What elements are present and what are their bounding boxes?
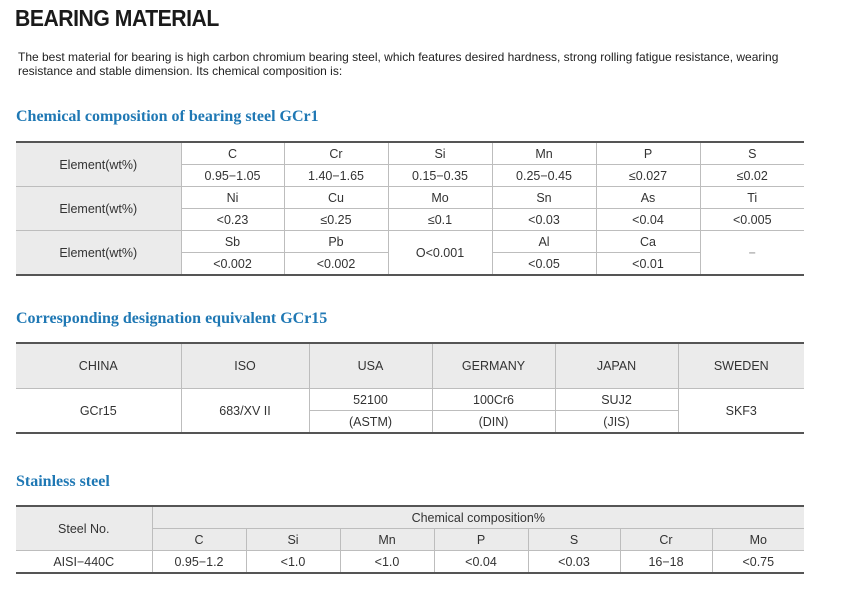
intro-paragraph: The best material for bearing is high carbon chromium bearing steel, which features desired hardness, strong rolling fatigue resistance, wearing resistance and stable dimension. Its chemical composition is: (18, 50, 779, 78)
element-header: As (596, 187, 700, 209)
element-header: Si (388, 142, 492, 165)
element-value: <0.01 (596, 253, 700, 276)
element-value: <0.05 (492, 253, 596, 276)
header-usa: USA (309, 343, 432, 389)
element-header: Ti (700, 187, 804, 209)
element-value: ≤0.1 (388, 209, 492, 231)
element-header: Pb (284, 231, 388, 253)
section-title-stainless-steel: Stainless steel (16, 473, 110, 490)
element-value: 1.40−1.65 (284, 165, 388, 187)
element-value: <1.0 (340, 551, 434, 574)
element-header: Mn (492, 142, 596, 165)
composition-header: Chemical composition% (152, 506, 804, 529)
element-value: 0.95−1.2 (152, 551, 246, 574)
element-value: <0.04 (596, 209, 700, 231)
element-header: C (152, 529, 246, 551)
header-japan: JAPAN (555, 343, 678, 389)
chemical-composition-table (16, 141, 804, 276)
element-value: <0.03 (528, 551, 620, 574)
header-sweden: SWEDEN (678, 343, 804, 389)
element-header: S (528, 529, 620, 551)
stainless-steel-table (16, 505, 804, 574)
section-title-designation: Corresponding designation equivalent GCr15 (16, 310, 328, 327)
element-header: Ni (181, 187, 284, 209)
element-header: P (596, 142, 700, 165)
element-value: 0.15−0.35 (388, 165, 492, 187)
element-header: Sn (492, 187, 596, 209)
element-header: Mo (388, 187, 492, 209)
sweden-value: SKF3 (678, 389, 804, 434)
header-china: CHINA (16, 343, 181, 389)
element-value: <0.002 (284, 253, 388, 276)
element-value: ≤0.027 (596, 165, 700, 187)
header-iso: ISO (181, 343, 309, 389)
steel-no-header: Steel No. (16, 506, 152, 551)
element-value: <1.0 (246, 551, 340, 574)
element-header: Al (492, 231, 596, 253)
oxygen-value: O<0.001 (388, 231, 492, 276)
header-germany: GERMANY (432, 343, 555, 389)
iso-value: 683/XV II (181, 389, 309, 434)
element-header: Mn (340, 529, 434, 551)
germany-value: 100Cr6 (432, 389, 555, 411)
element-header: S (700, 142, 804, 165)
section-title-chemical-composition: Chemical composition of bearing steel GCr1 (16, 108, 319, 125)
table-row (16, 187, 804, 209)
element-value: <0.23 (181, 209, 284, 231)
element-value: 0.25−0.45 (492, 165, 596, 187)
element-header: Cu (284, 187, 388, 209)
table-row (16, 142, 804, 165)
table-row (16, 551, 804, 574)
usa-standard: (ASTM) (309, 411, 432, 434)
element-value: <0.04 (434, 551, 528, 574)
page-title: BEARING MATERIAL (15, 5, 219, 31)
element-value: ≤0.25 (284, 209, 388, 231)
germany-standard: (DIN) (432, 411, 555, 434)
table-row (16, 231, 804, 253)
element-value: <0.03 (492, 209, 596, 231)
row-label: Element(wt%) (16, 142, 181, 187)
element-value: ≤0.02 (700, 165, 804, 187)
element-header: Sb (181, 231, 284, 253)
usa-value: 52100 (309, 389, 432, 411)
element-value: 16−18 (620, 551, 712, 574)
empty-dash: − (700, 231, 804, 276)
china-value: GCr15 (16, 389, 181, 434)
element-header: Cr (284, 142, 388, 165)
table-header-row (16, 506, 804, 529)
element-header: Mo (712, 529, 804, 551)
element-value: 0.95−1.05 (181, 165, 284, 187)
row-label: Element(wt%) (16, 187, 181, 231)
element-value: <0.005 (700, 209, 804, 231)
table-header-row (16, 343, 804, 389)
japan-standard: (JIS) (555, 411, 678, 434)
steel-no-value: AISI−440C (16, 551, 152, 574)
element-header: P (434, 529, 528, 551)
element-header: Ca (596, 231, 700, 253)
element-value: <0.75 (712, 551, 804, 574)
element-header: Cr (620, 529, 712, 551)
element-header: Si (246, 529, 340, 551)
designation-table (16, 342, 804, 434)
row-label: Element(wt%) (16, 231, 181, 276)
element-header: C (181, 142, 284, 165)
element-value: <0.002 (181, 253, 284, 276)
japan-value: SUJ2 (555, 389, 678, 411)
table-row (16, 389, 804, 411)
